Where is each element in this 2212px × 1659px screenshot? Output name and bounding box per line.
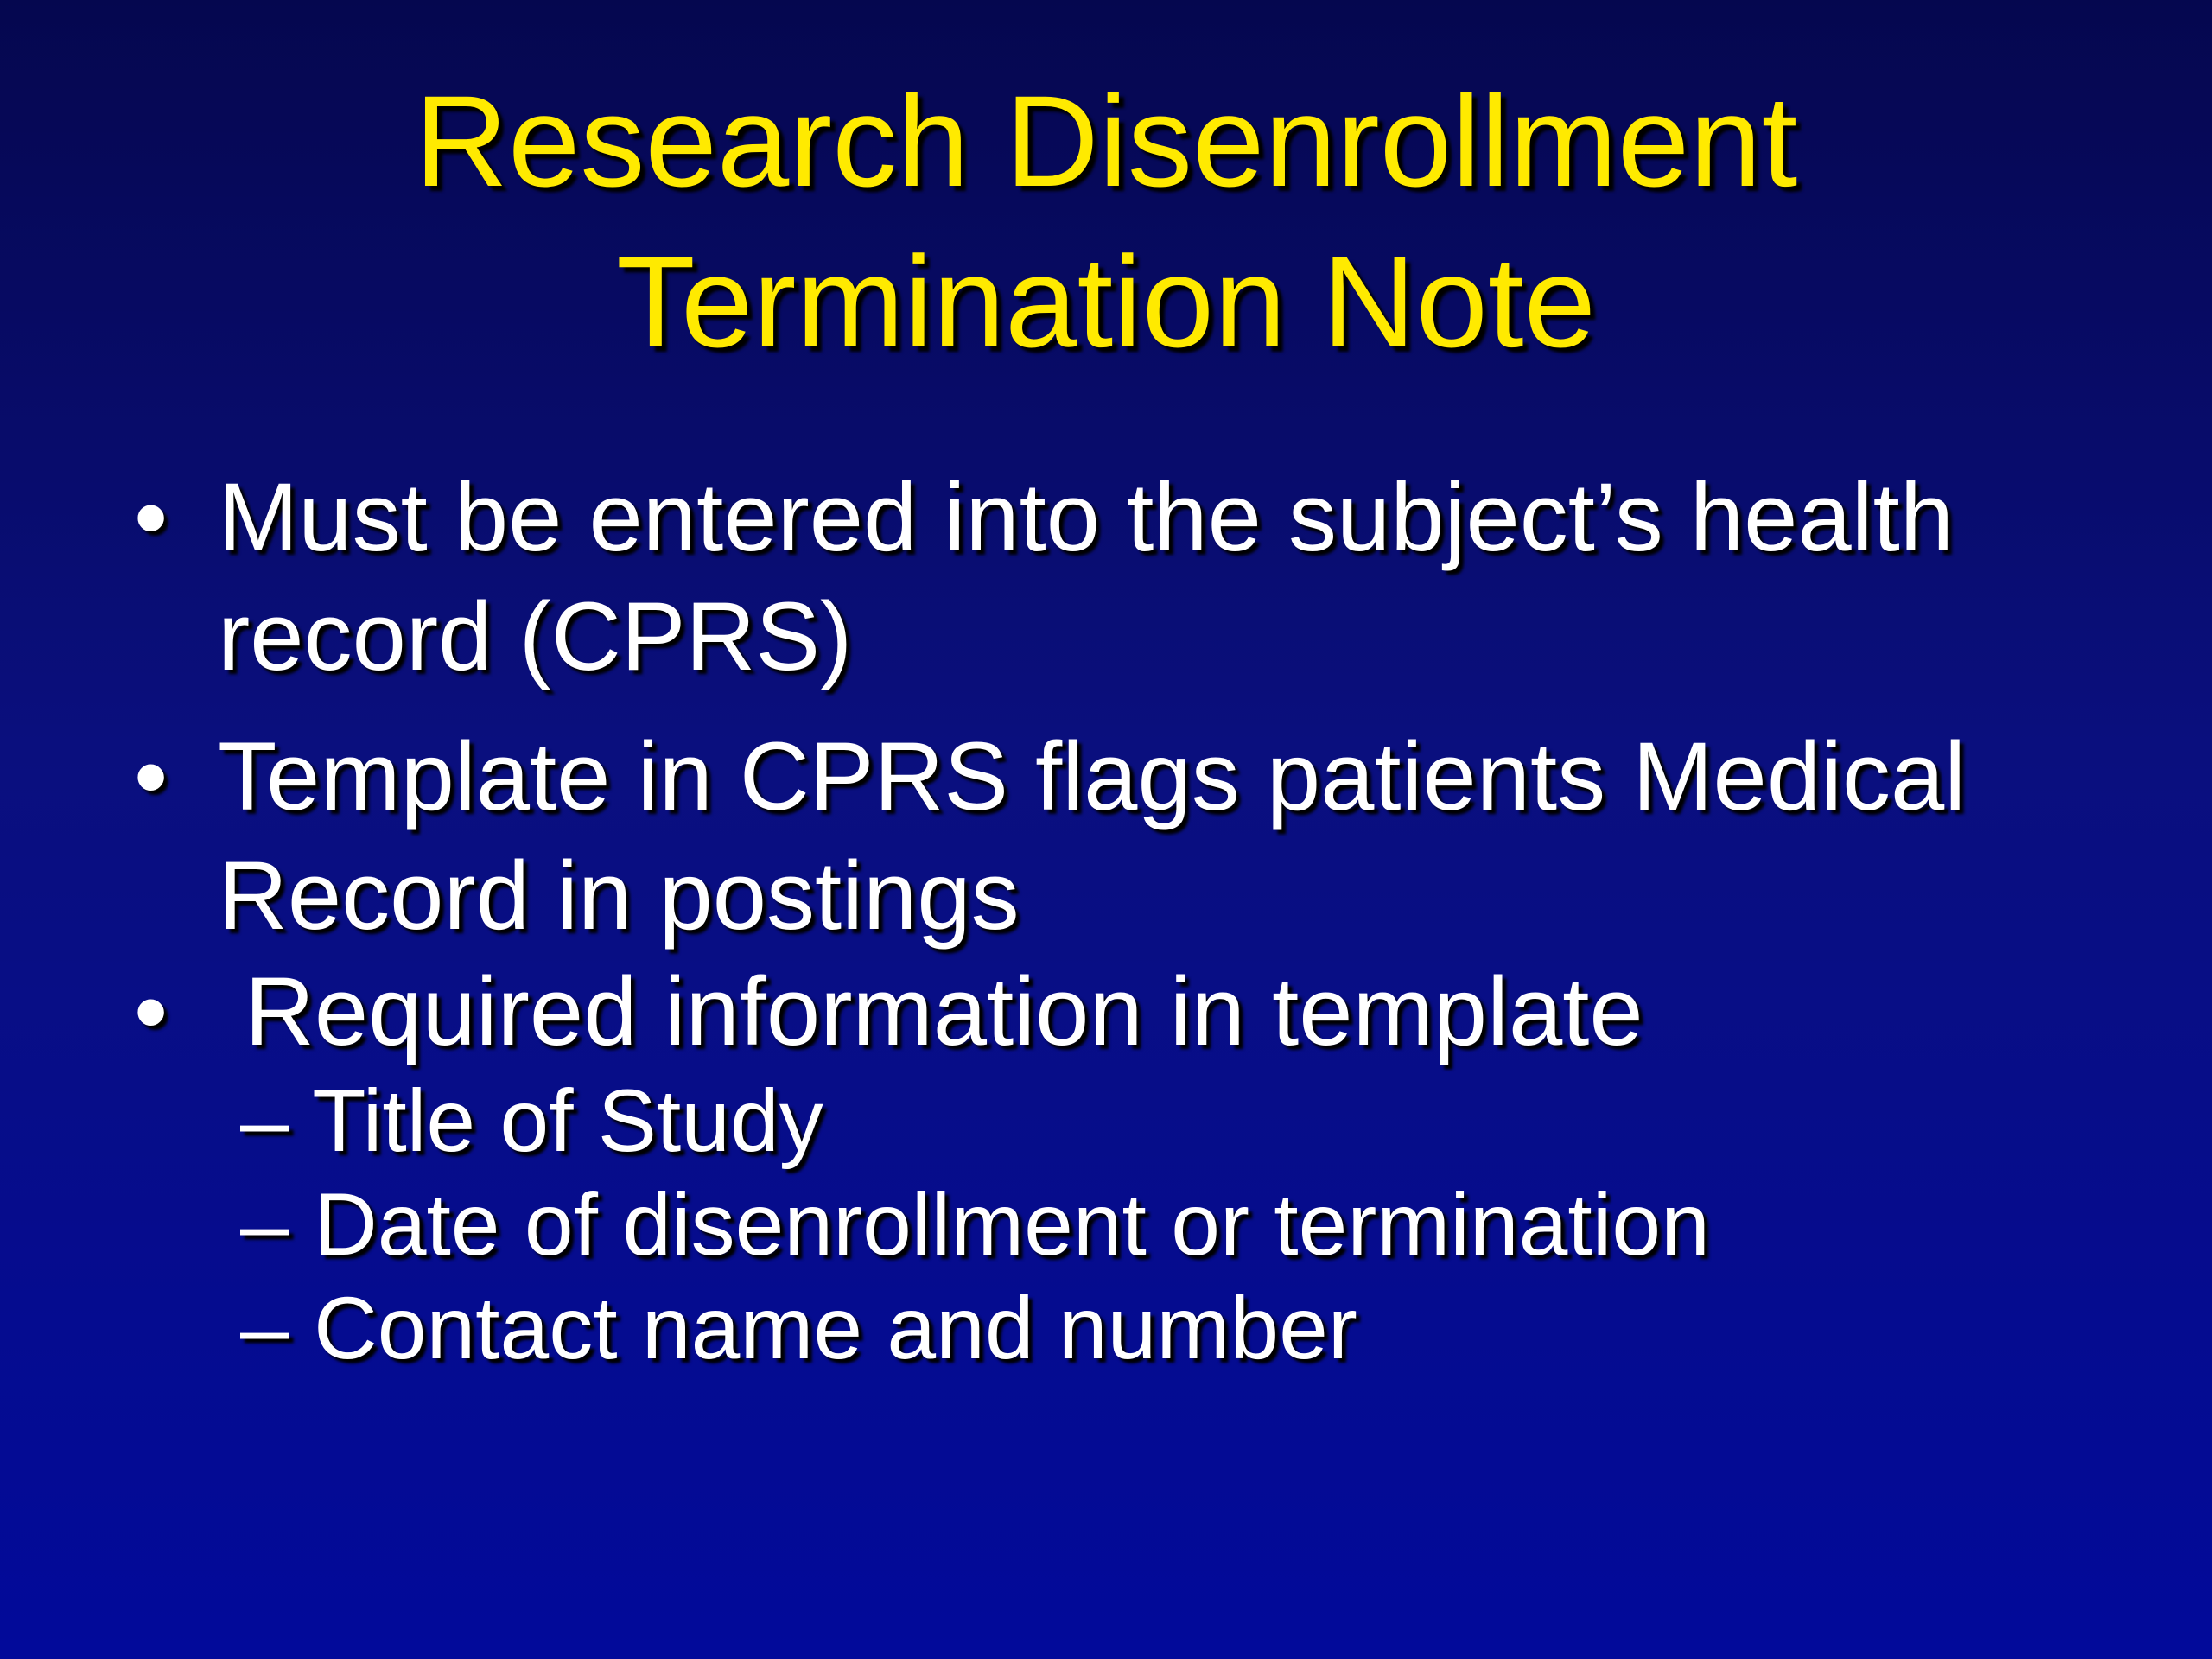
slide-title-line-2: Termination Note (616, 229, 1596, 374)
bullet-1-line-2: record (CPRS) (218, 582, 853, 690)
bullet-marker: • (134, 463, 168, 571)
sub-item-date: – Date of disenrollment or termination (240, 1175, 1710, 1274)
bullet-marker: • (134, 957, 168, 1065)
bullet-1-line-1: Must be entered into the subject’s health (218, 463, 1954, 571)
bullet-3-line-1: Required information in template (245, 957, 1643, 1065)
bullet-marker: • (134, 722, 168, 830)
bullet-item-1 (134, 458, 2121, 700)
slide-title-line-1: Research Disenrollment (414, 68, 1798, 213)
bullet-2-line-2: Record in postings (218, 842, 1020, 950)
bullet-2-line-1: Template in CPRS flags patients Medical (218, 722, 1967, 830)
bullet-item-3 (134, 952, 2121, 1073)
bullet-item-2 (134, 717, 2121, 959)
sub-item-contact: – Contact name and number (240, 1279, 1357, 1377)
slide-title (0, 60, 2212, 382)
sub-item-title-of-study: – Title of Study (240, 1071, 823, 1170)
